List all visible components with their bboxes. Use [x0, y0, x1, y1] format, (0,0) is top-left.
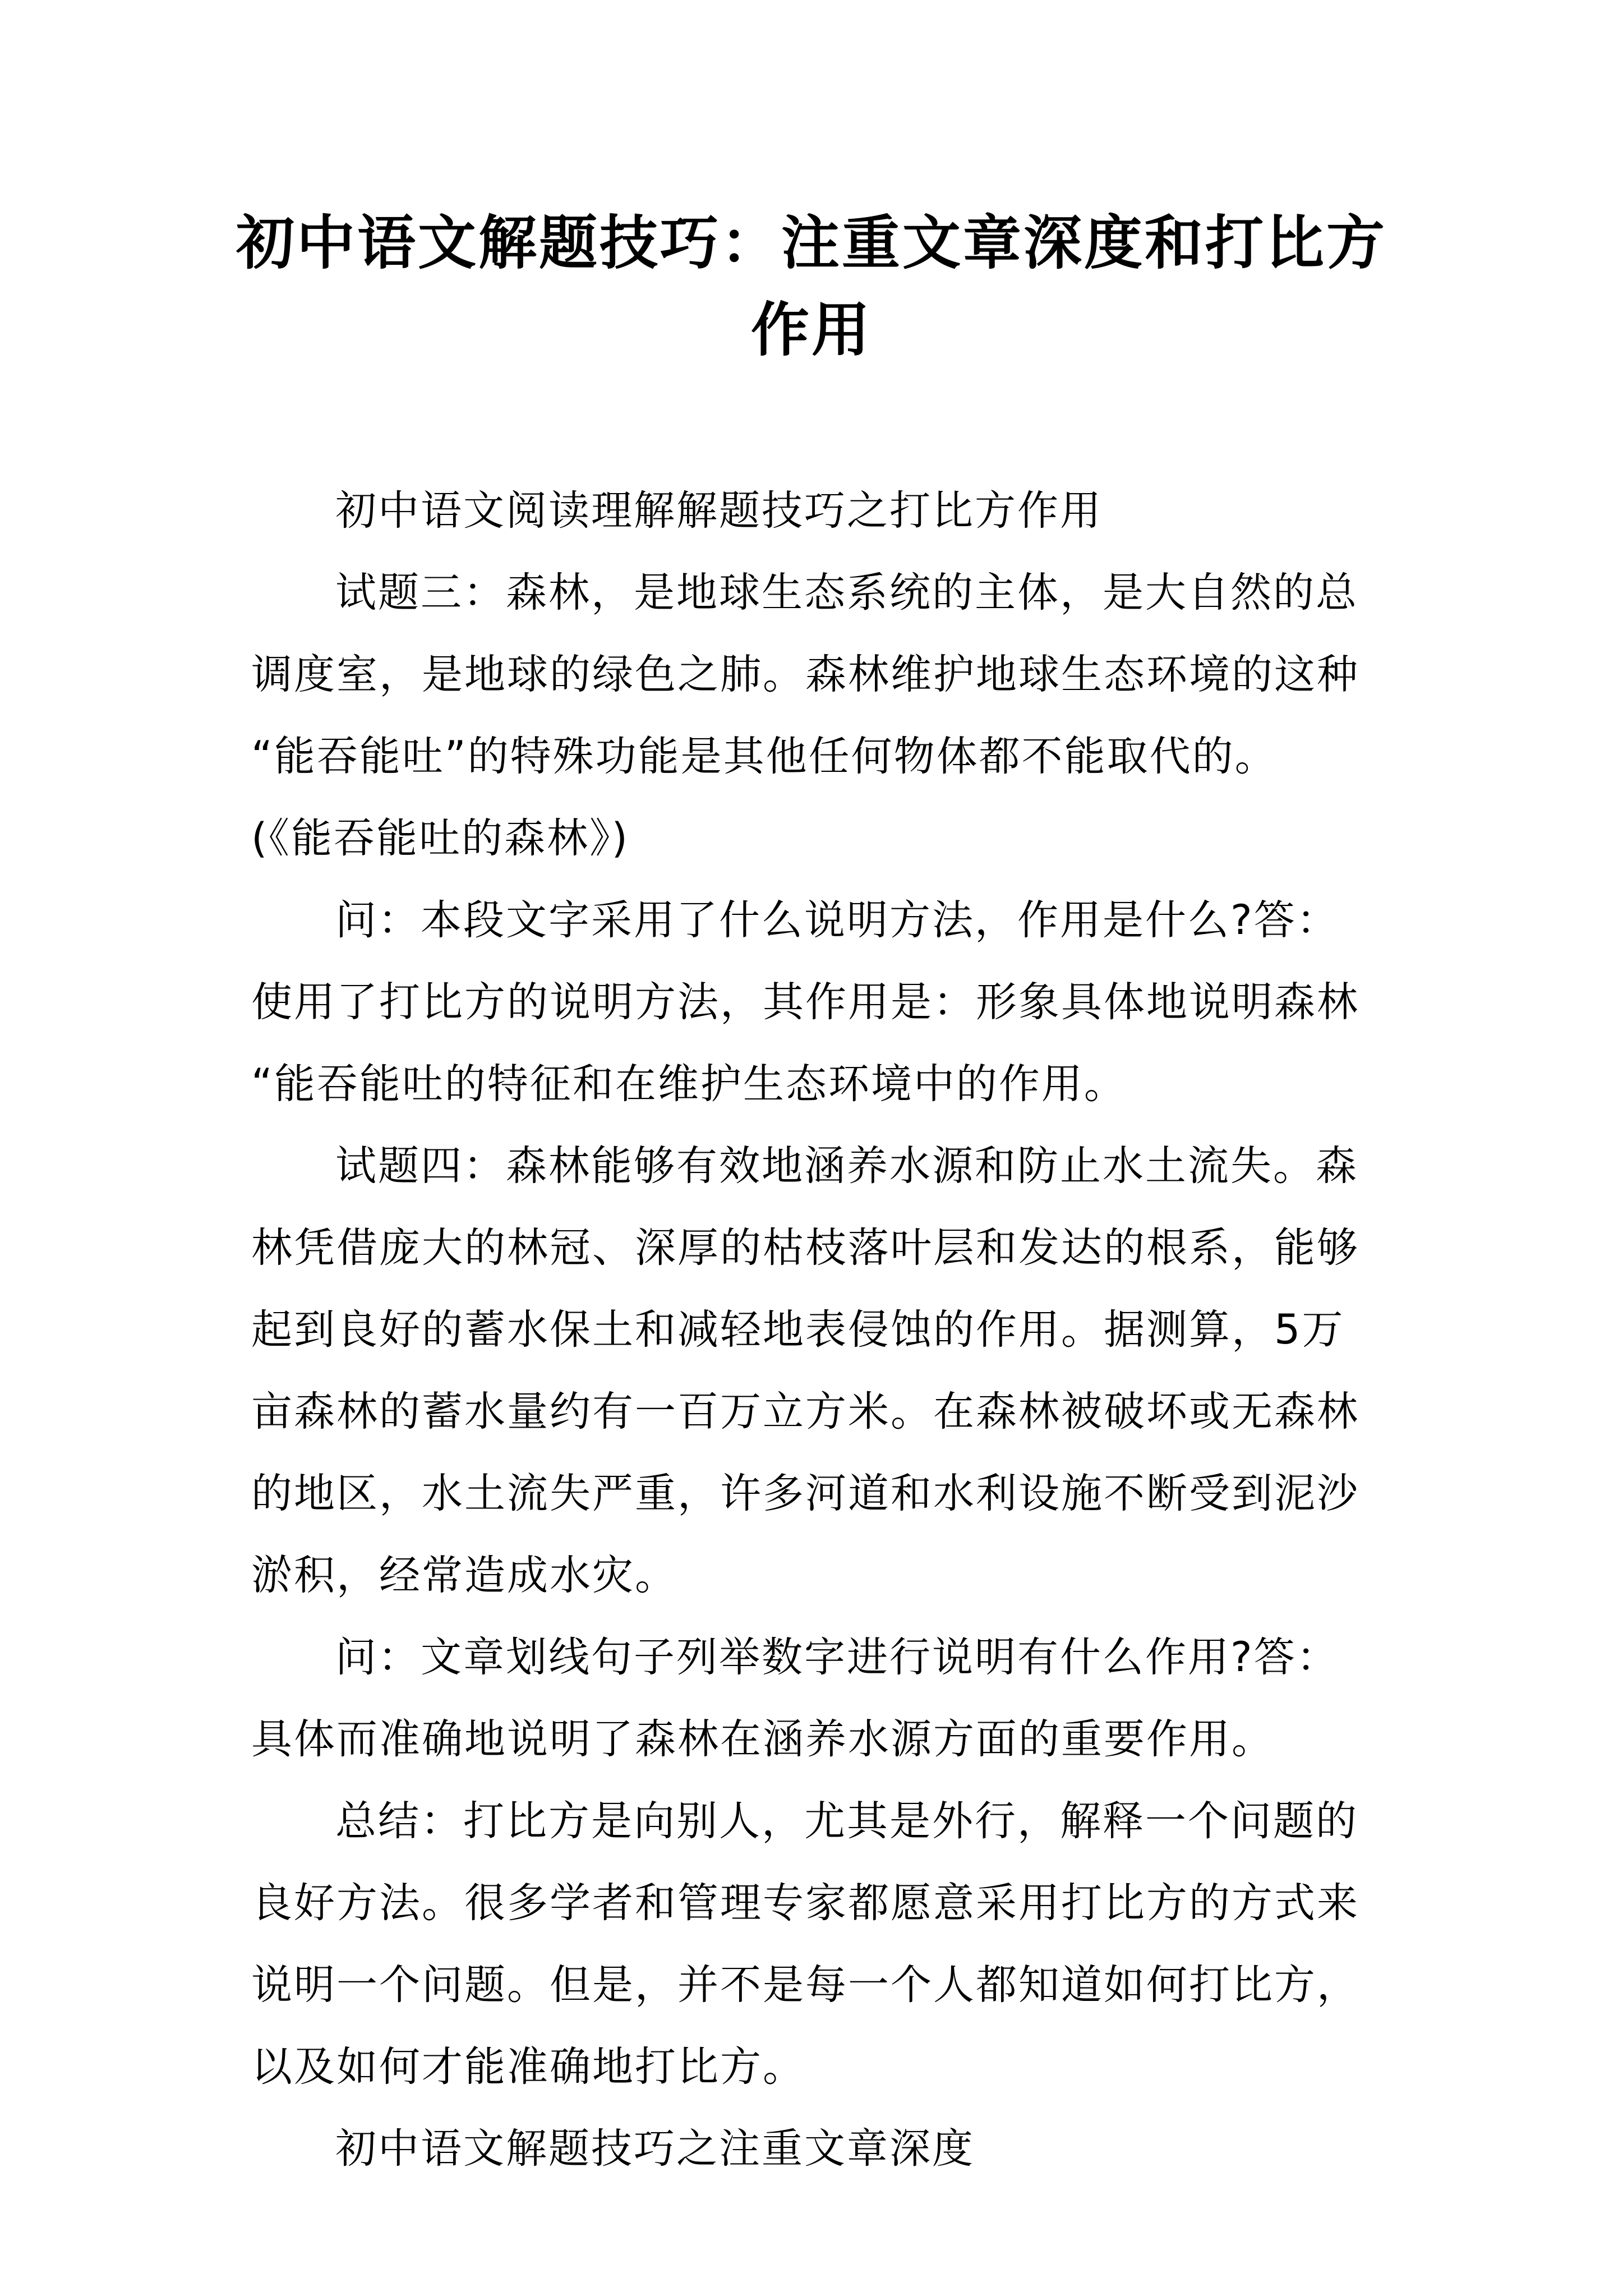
text-line: 调度室，是地球的绿色之肺。森林维护地球生态环境的这种: [251, 651, 1359, 698]
text-line: (《能吞能吐的森林》): [251, 815, 629, 862]
text-line: 的地区，水土流失严重，许多河道和水利设施不断受到泥沙: [251, 1470, 1359, 1517]
text-line: 说明一个问题。但是，并不是每一个人都知道如何打比方，: [251, 1961, 1359, 2009]
document-body: [251, 470, 1390, 2190]
text-line: 使用了打比方的说明方法，其作用是：形象具体地说明森林: [251, 978, 1359, 1026]
text-line: 林凭借庞大的林冠、深厚的枯枝落叶层和发达的根系，能够: [251, 1224, 1359, 1272]
text-line: “能吞能吐的特征和在维护生态环境中的作用。: [251, 1060, 1127, 1108]
text-line: 试题三：森林，是地球生态系统的主体，是大自然的总: [335, 569, 1358, 616]
text-line: 问：本段文字采用了什么说明方法，作用是什么?答：: [335, 896, 1339, 944]
document-title: [168, 199, 1455, 373]
text-line: 初中语文阅读理解解题技巧之打比方作用: [335, 487, 1103, 535]
text-line: 良好方法。很多学者和管理专家都愿意采用打比方的方式来: [251, 1879, 1359, 1927]
text-line: 以及如何才能准确地打比方。: [251, 2043, 805, 2091]
title-line: 作用: [750, 295, 872, 364]
text-line: 亩森林的蓄水量约有一百万立方米。在森林被破坏或无森林: [251, 1388, 1359, 1435]
text-line: 试题四：森林能够有效地涵养水源和防止水土流失。森: [335, 1142, 1358, 1190]
text-line: 初中语文解题技巧之注重文章深度: [335, 2125, 975, 2173]
text-line: 淤积，经常造成水灾。: [251, 1552, 677, 1599]
text-line: “能吞能吐”的特殊功能是其他任何物体都不能取代的。: [251, 733, 1278, 780]
text-line: 问：文章划线句子列举数字进行说明有什么作用?答：: [335, 1634, 1339, 1681]
text-line: 具体而准确地说明了森林在涵养水源方面的重要作用。: [251, 1715, 1274, 1763]
text-line: 总结：打比方是向别人，尤其是外行，解释一个问题的: [335, 1797, 1358, 1845]
text-line: 起到良好的蓄水保土和减轻地表侵蚀的作用。据测算，5万: [251, 1306, 1345, 1354]
title-line: 初中语文解题技巧：注重文章深度和打比方: [236, 208, 1387, 277]
